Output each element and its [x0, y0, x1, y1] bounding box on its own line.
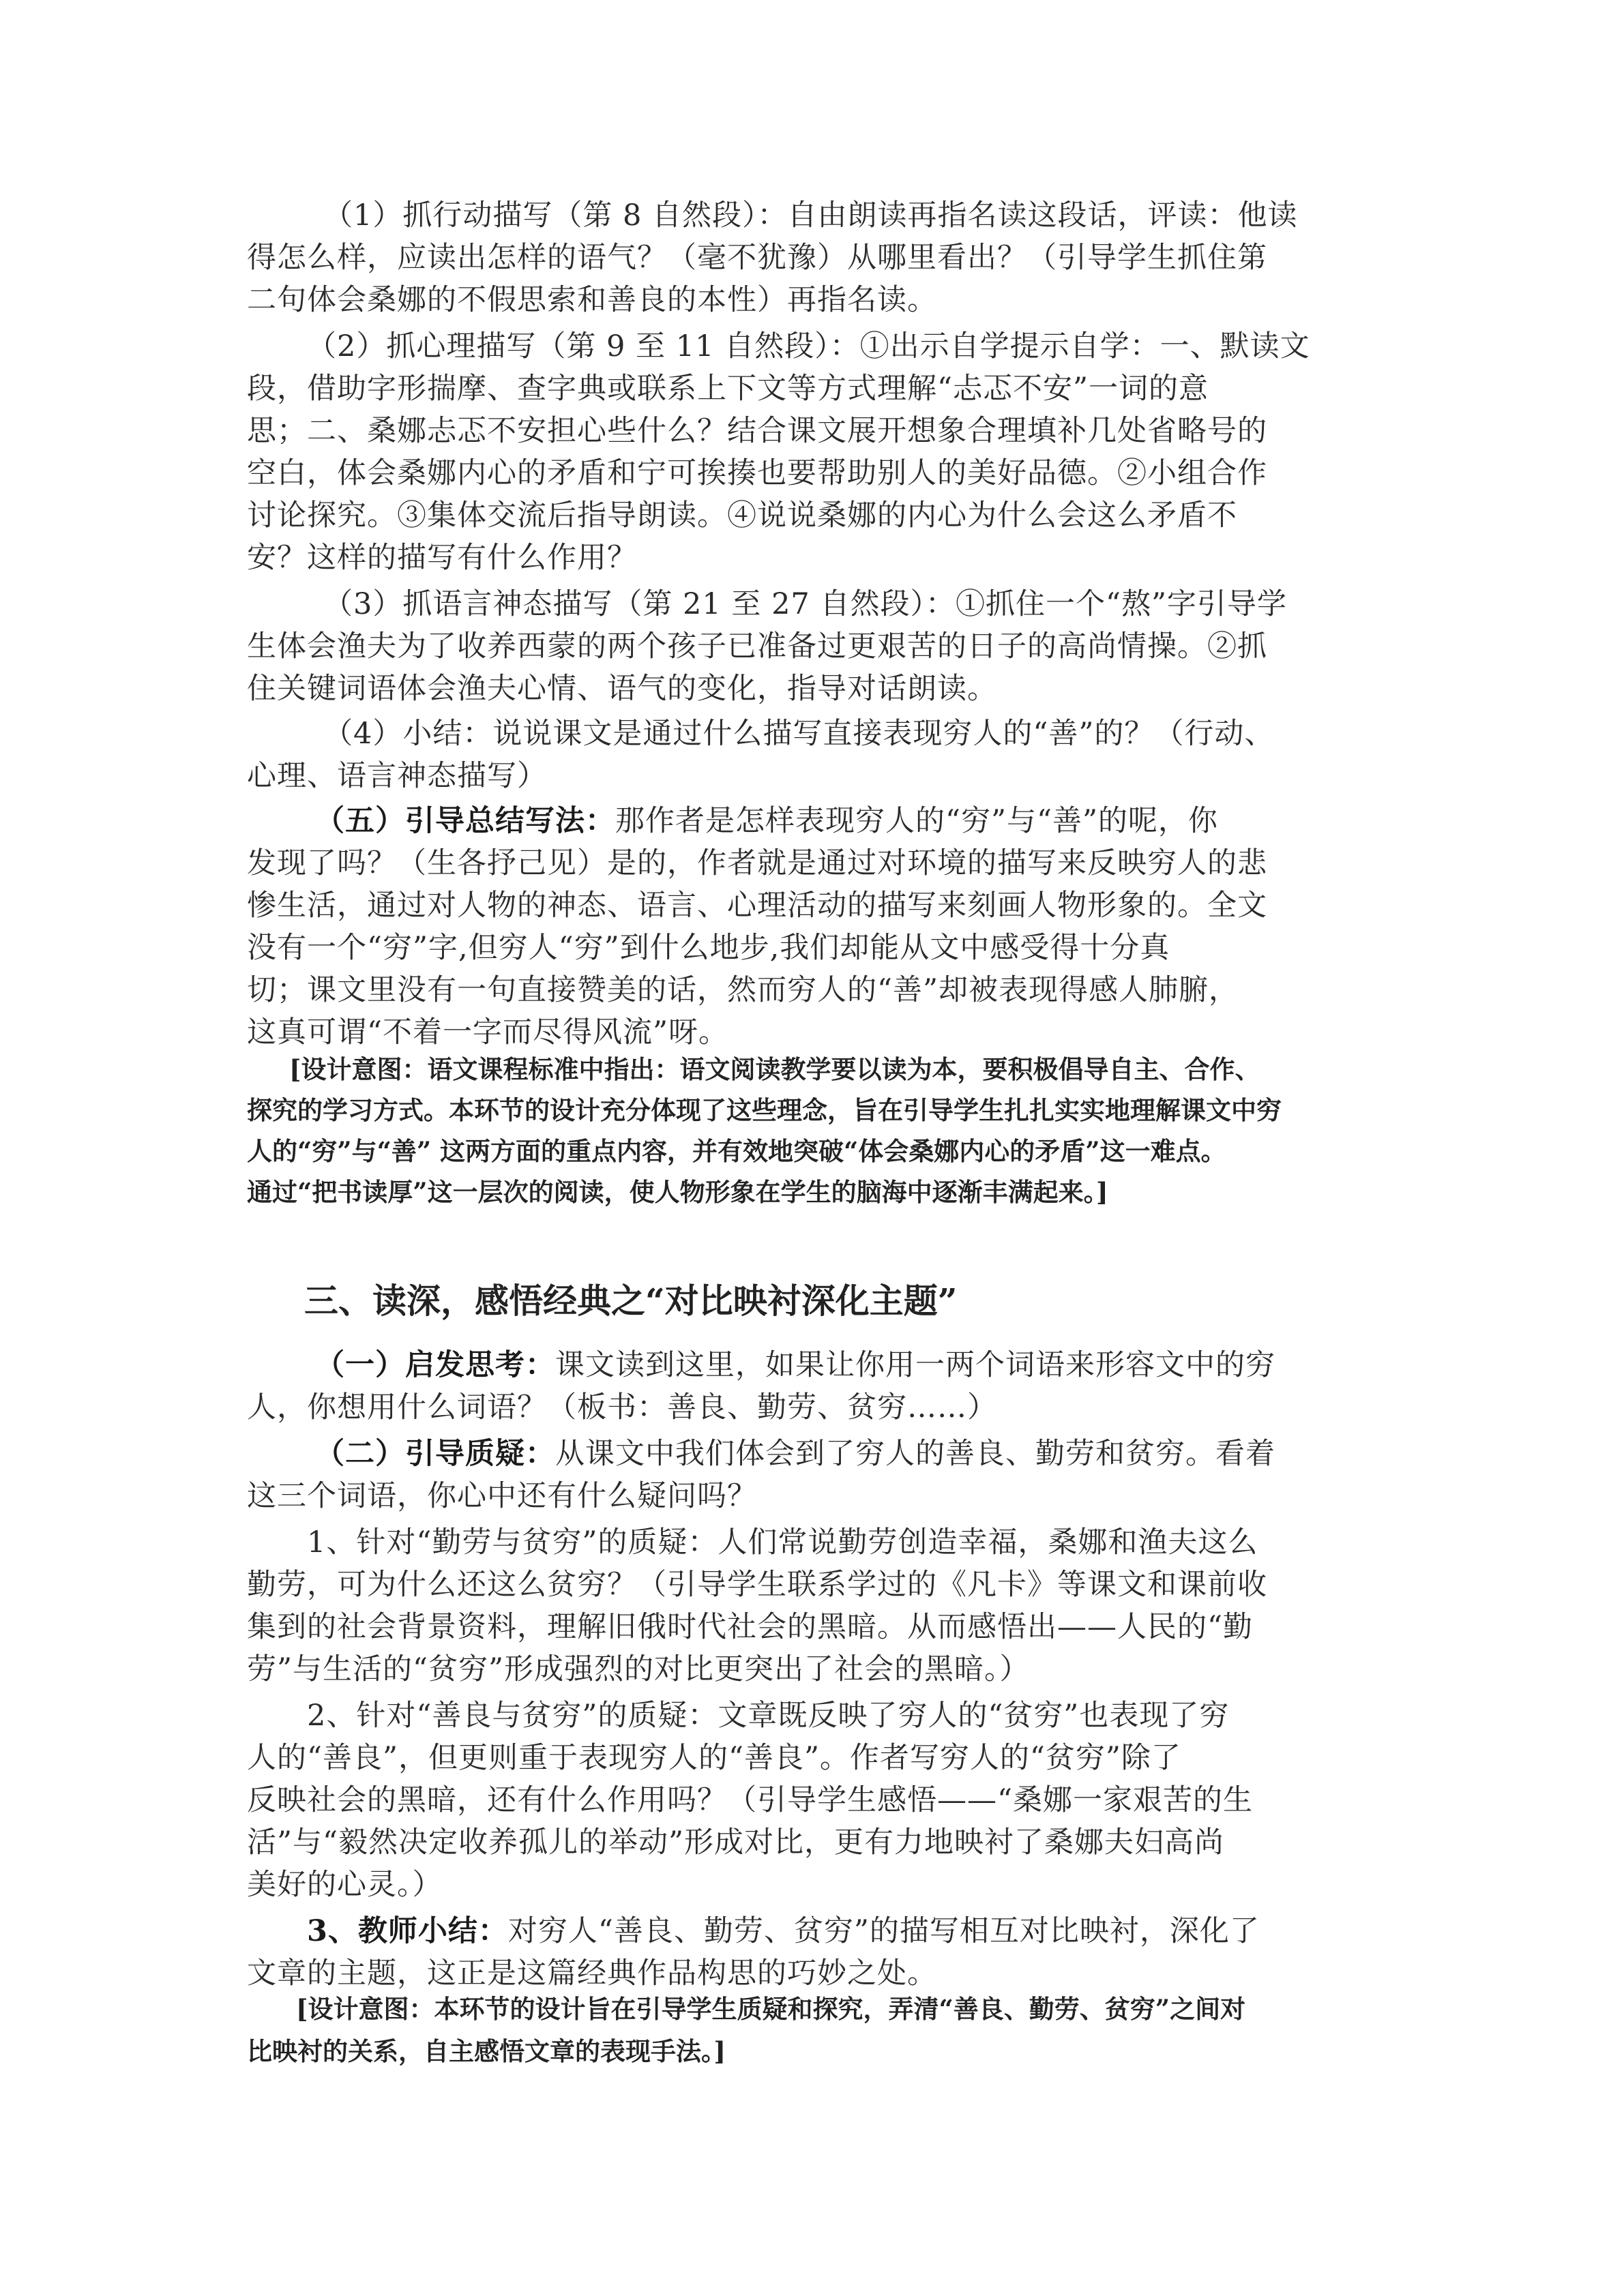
paragraph-line: （五）引导总结写法：那作者是怎样表现穷人的“穷”与“善”的呢，你	[315, 804, 1218, 838]
paragraph-line: 心理、语言神态描写）	[247, 759, 547, 793]
paragraph-line: 人的“善良”，但更则重于表现穷人的“善良”。作者写穷人的“贫穷”除了	[247, 1741, 1181, 1775]
design-note-line: [设计意图：本环节的设计旨在引导学生质疑和探究，弄清“善良、勤劳、贫穷”之间对	[296, 1994, 1246, 2024]
section-label: 3、教师小结：	[307, 1914, 508, 1948]
paragraph-line: 1、针对“勤劳与贫穷”的质疑：人们常说勤劳创造幸福，桑娜和渔夫这么	[307, 1525, 1258, 1560]
paragraph-line: （二）引导质疑：从课文中我们体会到了穷人的善良、勤劳和贫穷。看着	[315, 1437, 1275, 1471]
paragraph-line: （1）抓行动描写（第 8 自然段）：自由朗读再指名读这段话，评读：他读	[323, 198, 1298, 233]
paragraph-line: 发现了吗？（生各抒己见）是的，作者就是通过对环境的描写来反映穷人的悲	[247, 846, 1267, 880]
section-label: （一）启发思考：	[315, 1348, 555, 1382]
design-note-line: 探究的学习方式。本环节的设计充分体现了这些理念，旨在引导学生扎扎实实地理解课文中穷	[247, 1095, 1282, 1125]
paragraph-line: 得怎么样，应读出怎样的语气？（毫不犹豫）从哪里看出？（引导学生抓住第	[247, 241, 1267, 275]
paragraph-line: 空白，体会桑娜内心的矛盾和宁可挨揍也要帮助别人的美好品德。②小组合作	[247, 456, 1267, 490]
paragraph-line: 生体会渔夫为了收养西蒙的两个孩子已准备过更艰苦的日子的高尚情操。②抓	[247, 629, 1267, 664]
section-label: （二）引导质疑：	[315, 1437, 555, 1471]
paragraph-line: 惨生活，通过对人物的神态、语言、心理活动的描写来刻画人物形象的。全文	[247, 889, 1267, 923]
paragraph-line: 没有一个“穷”字,但穷人“穷”到什么地步,我们却能从文中感受得十分真	[247, 931, 1170, 965]
paragraph-line: 住关键词语体会渔夫心情、语气的变化，指导对话朗读。	[247, 672, 997, 706]
paragraph-line: 2、针对“善良与贫穷”的质疑：文章既反映了穷人的“贫穷”也表现了穷	[307, 1699, 1230, 1733]
paragraph-line: 讨论探究。③集体交流后指导朗读。④说说桑娜的内心为什么会这么矛盾不	[247, 498, 1237, 533]
paragraph-line: （3）抓语言神态描写（第 21 至 27 自然段）：①抓住一个“熬”字引导学	[323, 587, 1287, 621]
paragraph-line: 勤劳，可为什么还这么贫穷？（引导学生联系学过的《凡卡》等课文和课前收	[247, 1568, 1267, 1602]
paragraph-line: 思；二、桑娜忐忑不安担心些什么？结合课文展开想象合理填补几处省略号的	[247, 414, 1267, 448]
paragraph-line: （一）启发思考：课文读到这里，如果让你用一两个词语来形容文中的穷	[315, 1348, 1275, 1382]
paragraph-line: 切；课文里没有一句直接赞美的话，然而穷人的“善”却被表现得感人肺腑，	[247, 973, 1239, 1007]
paragraph-line: 集到的社会背景资料，理解旧俄时代社会的黑暗。从而感悟出——人民的“勤	[247, 1610, 1253, 1644]
section-label: （五）引导总结写法：	[315, 804, 615, 838]
paragraph-line: 劳”与生活的“贫穷”形成强烈的对比更突出了社会的黑暗。）	[247, 1652, 1030, 1686]
section-heading: 三、读深，感悟经典之“对比映衬深化主题”	[304, 1281, 958, 1321]
paragraph-line: 二句体会桑娜的不假思索和善良的本性）再指名读。	[247, 283, 937, 317]
paragraph-line: 这三个词语，你心中还有什么疑问吗？	[247, 1479, 757, 1513]
paragraph-line: 活”与“毅然决定收养孤儿的举动”形成对比，更有力地映衬了桑娜夫妇高尚	[247, 1825, 1224, 1860]
paragraph-line: （2）抓心理描写（第 9 至 11 自然段）：①出示自学提示自学：一、默读文	[307, 329, 1310, 363]
design-note-line: [设计意图：语文课程标准中指出：语文阅读教学要以读为本，要积极倡导自主、合作、	[289, 1054, 1260, 1084]
design-note-line: 比映衬的关系，自主感悟文章的表现手法。]	[247, 2036, 726, 2066]
paragraph-line: （4）小结：说说课文是通过什么描写直接表现穷人的“善”的？（行动、	[323, 717, 1275, 751]
paragraph-line: 段，借助字形揣摩、查字典或联系上下文等方式理解“忐忑不安”一词的意	[247, 372, 1209, 406]
design-note-line: 人的“穷”与“善” 这两方面的重点内容，并有效地突破“体会桑娜内心的矛盾”这一难点。	[247, 1136, 1226, 1166]
paragraph-line: 3、教师小结：对穷人“善良、勤劳、贫穷”的描写相互对比映衬，深化了	[307, 1914, 1260, 1948]
paragraph-line: 安？这样的描写有什么作用？	[247, 541, 637, 575]
paragraph-line: 美好的心灵。）	[247, 1868, 443, 1902]
paragraph-line: 反映社会的黑暗，还有什么作用吗？（引导学生感悟——“桑娜一家艰苦的生	[247, 1783, 1253, 1817]
design-note-line: 通过“把书读厚”这一层次的阅读，使人物形象在学生的脑海中逐渐丰满起来。]	[247, 1177, 1108, 1207]
paragraph-line: 这真可谓“不着一字而尽得风流”呀。	[247, 1015, 728, 1049]
paragraph-line: 人，你想用什么词语？（板书：善良、勤劳、贫穷……）	[247, 1390, 997, 1425]
paragraph-line: 文章的主题，这正是这篇经典作品构思的巧妙之处。	[247, 1956, 937, 1991]
